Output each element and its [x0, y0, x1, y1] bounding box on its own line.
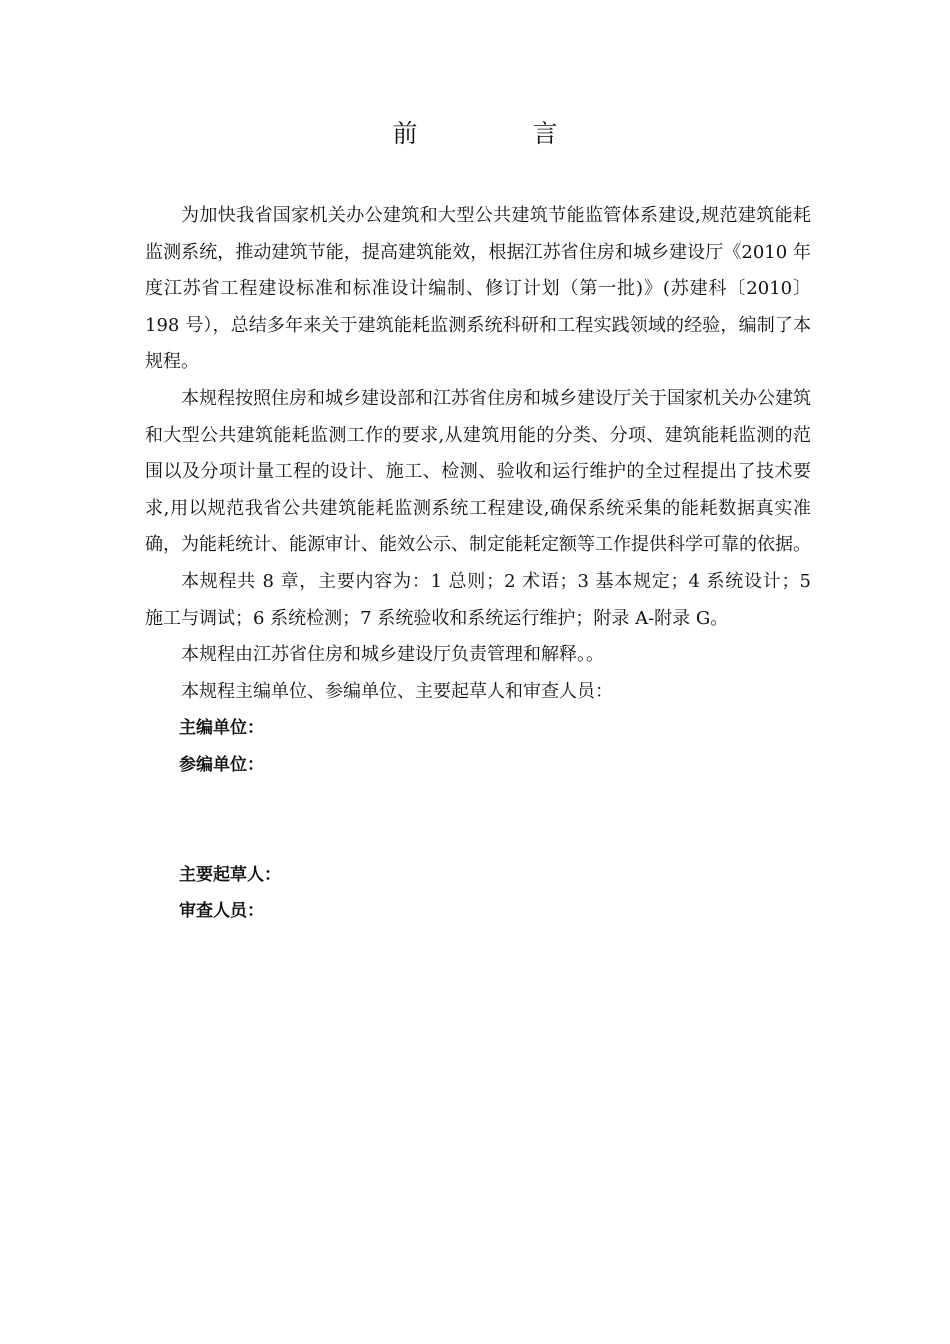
paragraph-contributors: 本规程主编单位、参编单位、主要起草人和审查人员： — [181, 680, 613, 702]
paragraph-purpose: 为加快我省国家机关办公建筑和大型公共建筑节能监管体系建设,规范建筑能耗监测系统，推动建筑节能，提高建筑能效，根据江苏省住房和城乡建设厅《2010 年度江苏省工程建设标准和标准设计编制、修订计划（第一批)》(苏建科〔2010〕198 号），总结多年来关于建筑能耗监测系统科研和工程实践领域的经验，编制了本规程。 — [145, 205, 811, 373]
paragraph-scope: 本规程按照住房和城乡建设部和江苏省住房和城乡建设厅关于国家机关办公建筑和大型公共建筑能耗监测工作的要求,从建筑用能的分类、分项、建筑能耗监测的范围以及分项计量工程的设计、施工、检测、验收和运行维护的全过程提出了技术要求,用以规范我省公共建筑能耗监测系统工程建设,确保系统采集的能耗数据真实准确，为能耗统计、能源审计、能效公示、制定能耗定额等工作提供科学可靠的依据。 — [145, 387, 811, 556]
label-chief-editor: 主编单位： — [179, 718, 264, 739]
preface-body — [145, 198, 811, 930]
label-reviewers: 审查人员： — [179, 901, 264, 922]
blank-space — [145, 784, 811, 857]
paragraph-chapters: 本规程共 8 章，主要内容为：1 总则；2 术语；3 基本规定；4 系统设计；5 施工与调试；6 系统检测；7 系统验收和系统运行维护；附录 A-附录 G。 — [145, 570, 811, 629]
paragraph-management: 本规程由江苏省住房和城乡建设厅负责管理和解释。。 — [181, 644, 604, 666]
label-drafters: 主要起草人： — [179, 864, 281, 885]
page-title: 前 言 — [392, 119, 603, 148]
label-co-editor: 参编单位： — [179, 754, 264, 775]
